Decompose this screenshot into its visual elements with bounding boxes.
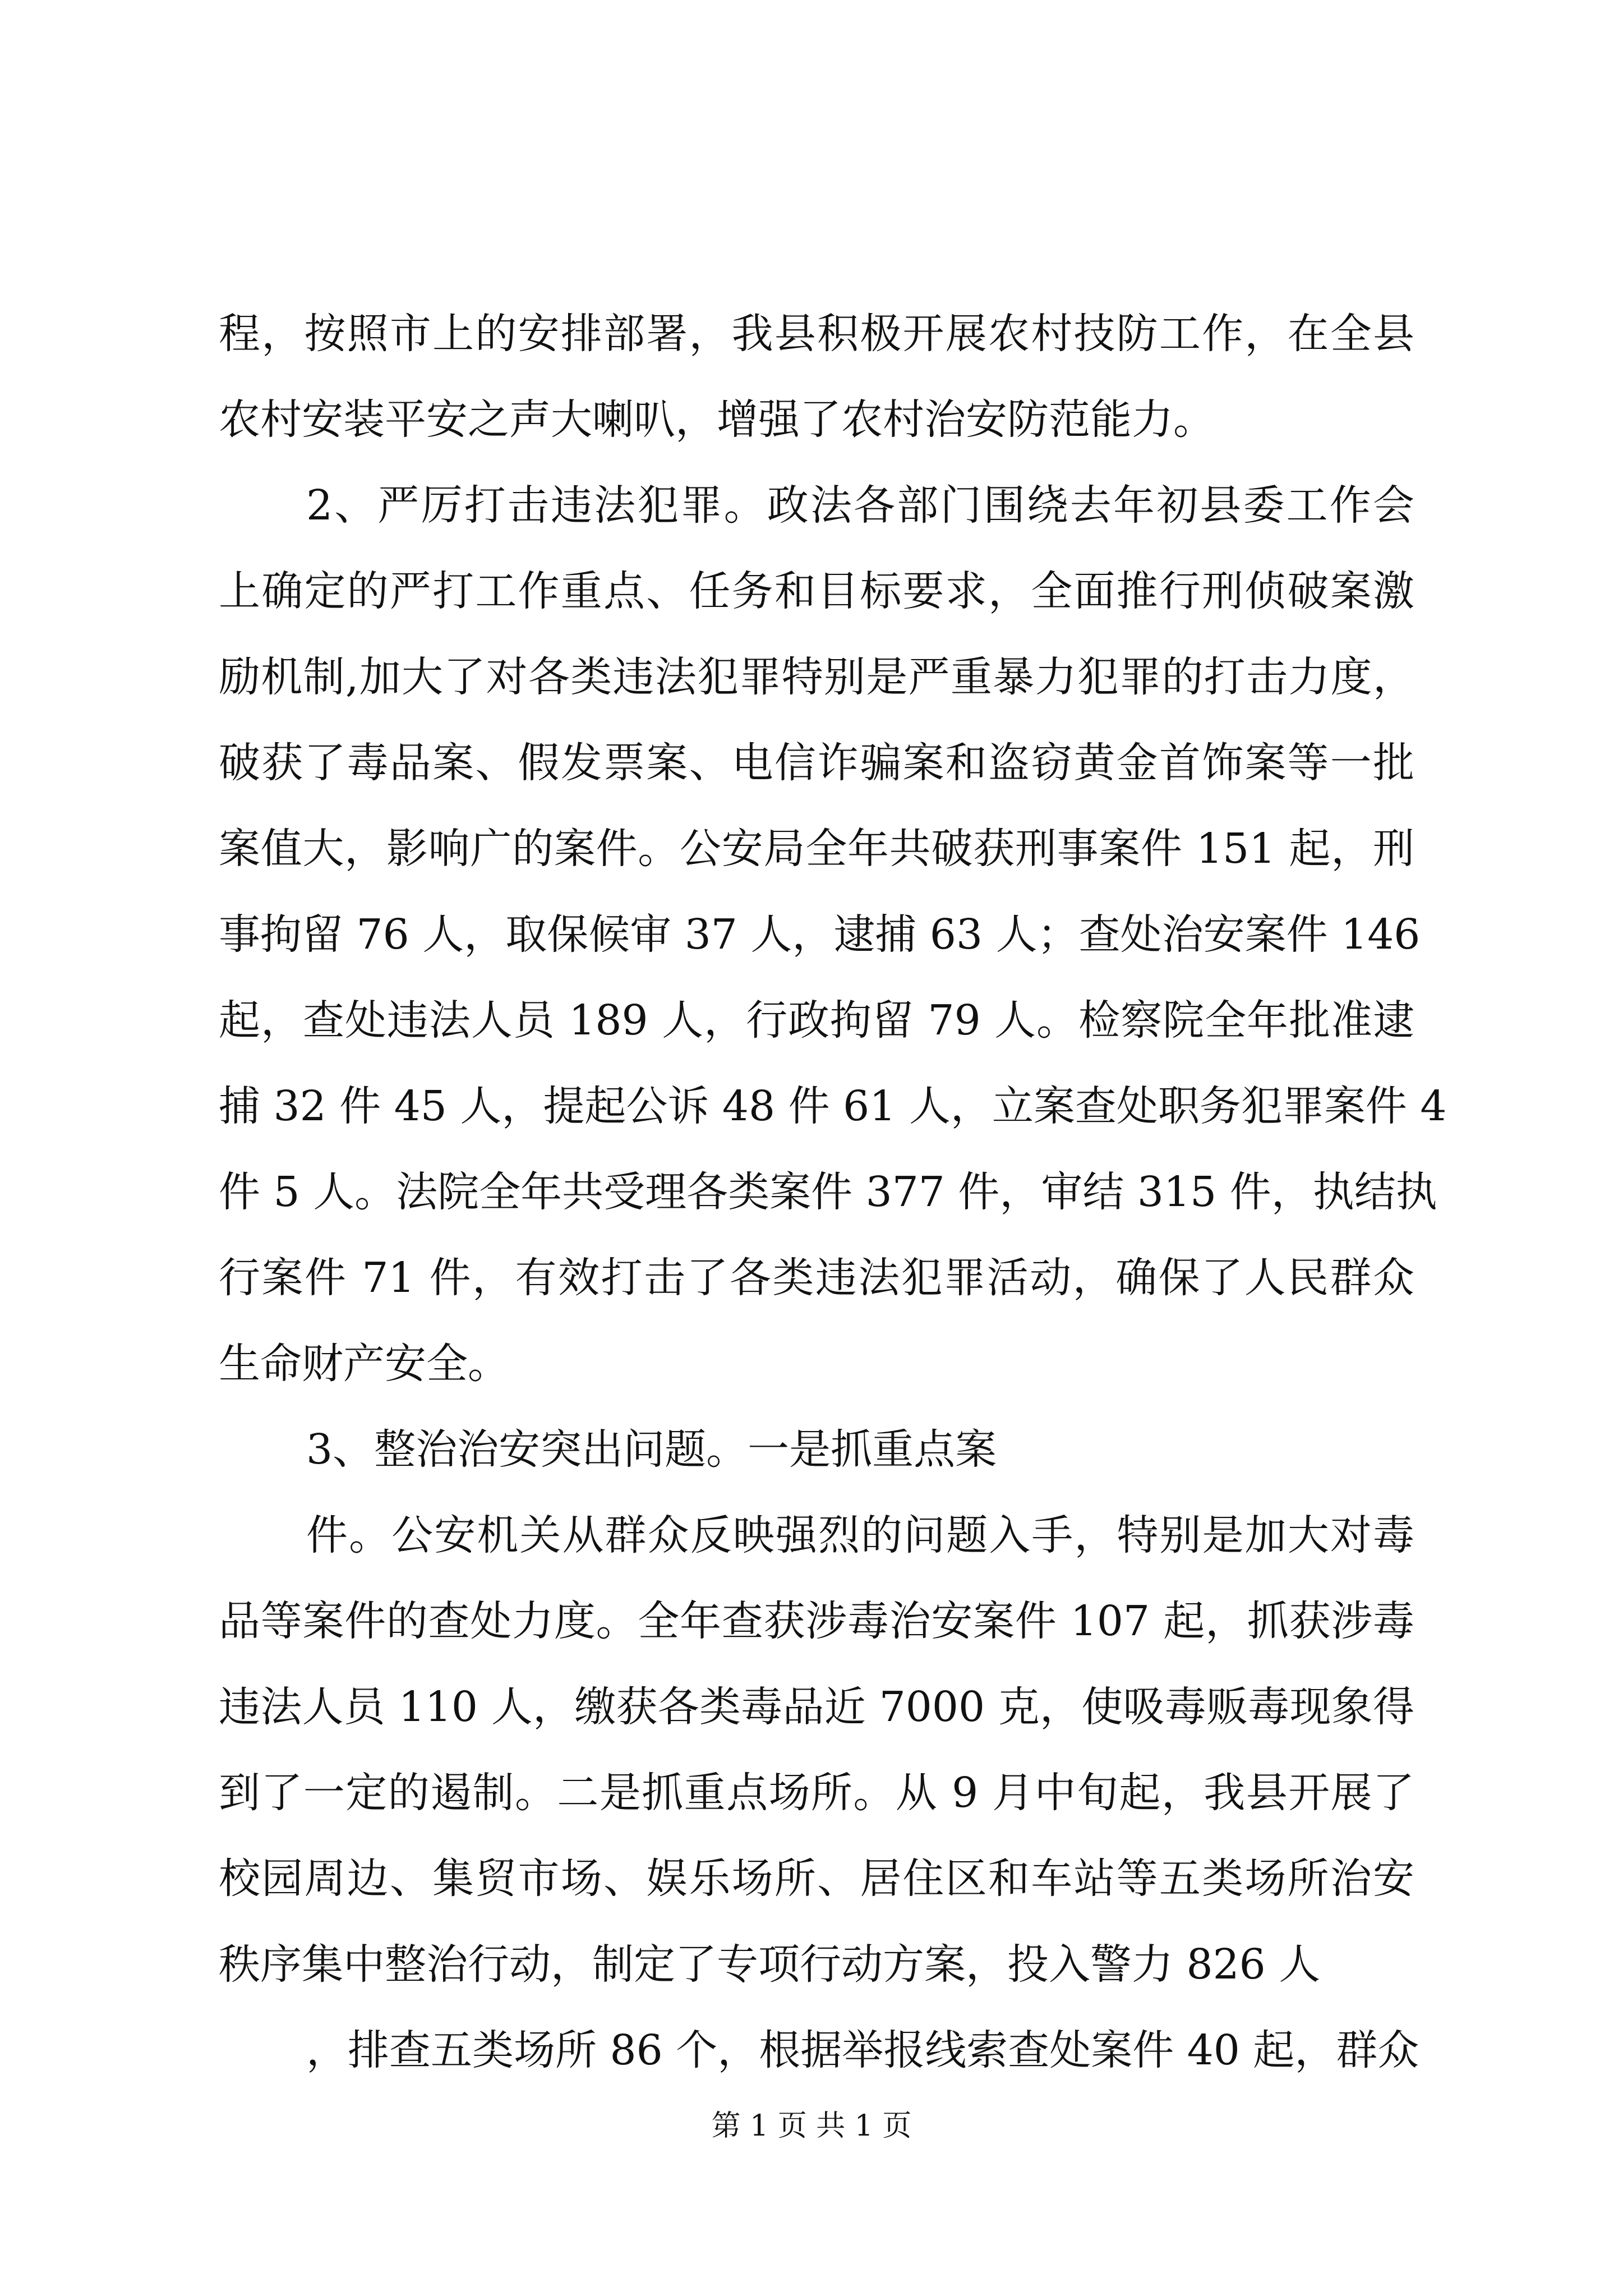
text-line: 3、整治治安突出问题。一是抓重点案: [306, 1425, 997, 1474]
text-line: 件 5 人。法院全年共受理各类案件 377 件，审结 315 件，执结执: [219, 1168, 1437, 1216]
body-text: [219, 306, 1447, 2108]
text-line: 违法人员 110 人，缴获各类毒品近 7000 克，使吸毒贩毒现象得: [219, 1683, 1414, 1731]
text-line: 农村安装平安之声大喇叭，增强了农村治安防范能力。: [219, 395, 1215, 444]
text-line: 到了一定的遏制。二是抓重点场所。从 9 月中旬起，我县开展了: [219, 1769, 1414, 1817]
text-line: 励机制,加大了对各类违法犯罪特别是严重暴力犯罪的打击力度，: [219, 653, 1414, 701]
text-line: ，排查五类场所 86 个，根据举报线索查处案件 40 起，群众: [306, 2026, 1419, 2074]
text-line: 案值大，影响广的案件。公安局全年共破获刑事案件 151 起，刑: [219, 825, 1414, 873]
text-line: 秩序集中整治行动，制定了专项行动方案，投入警力 826 人: [219, 1940, 1321, 1989]
text-line: 行案件 71 件，有效打击了各类违法犯罪活动，确保了人民群众: [219, 1254, 1414, 1302]
text-line: 捕 32 件 45 人，提起公诉 48 件 61 人，立案查处职务犯罪案件 4: [219, 1082, 1447, 1130]
text-line: 上确定的严打工作重点、任务和目标要求，全面推行刑侦破案激: [219, 567, 1414, 615]
text-line: 生命财产安全。: [219, 1340, 509, 1388]
text-line: 程，按照市上的安排部署，我县积极开展农村技防工作，在全县: [219, 310, 1414, 358]
text-line: 事拘留 76 人，取保候审 37 人，逮捕 63 人；查处治安案件 146: [219, 910, 1421, 959]
text-line: 品等案件的查处力度。全年查获涉毒治安案件 107 起，抓获涉毒: [219, 1597, 1414, 1645]
text-line: 起，查处违法人员 189 人，行政拘留 79 人。检察院全年批准逮: [219, 996, 1414, 1045]
text-line: 2、严厉打击违法犯罪。政法各部门围绕去年初县委工作会: [306, 481, 1414, 530]
text-line: 件。公安机关从群众反映强烈的问题入手，特别是加大对毒: [306, 1511, 1414, 1559]
page-footer: 第 1 页 共 1 页: [711, 2109, 912, 2143]
text-line: 破获了毒品案、假发票案、电信诈骗案和盗窃黄金首饰案等一批: [219, 739, 1414, 787]
text-line: 校园周边、集贸市场、娱乐场所、居住区和车站等五类场所治安: [219, 1855, 1414, 1903]
